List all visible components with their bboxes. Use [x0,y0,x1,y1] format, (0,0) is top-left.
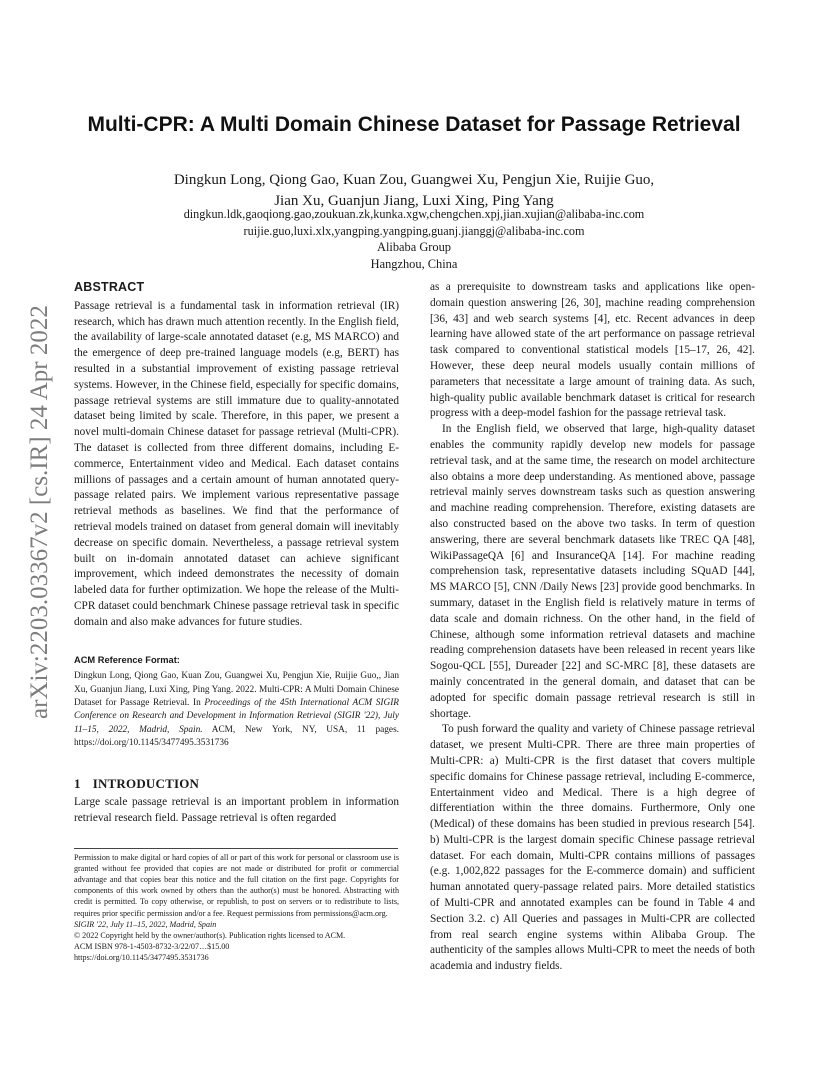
intro-heading [74,776,399,792]
acm-reference-authors: Dingkun Long, Qiong Gao, Kuan Zou, Guangwei Xu, Pengjun Xie, Ruijie Guo,, Jian Xu, Guanjun Jiang, Luxi Xing, Ping Yang. 2022. Multi-CPR: A Multi Domain Chinese Dataset for Passage Retrieval. In [74,671,399,708]
intro-paragraph-1-end: as a prerequisite to downstream tasks and applications like open-domain question answering [26, 30], machine reading comprehension [36, 43] and web search systems [4], etc. Recent advances in deep learning have allowed state of the art performance on passage retrieval task compared to conventional statistical models [15–17, 26, 42]. However, these deep neural models usually contain millions of parameters that necessitate a large amount of training data. As such, high-quality public available benchmark dataset is critical for research progress with a deep-model fashion for the passage retrieval task. [430,281,755,420]
acm-reference-venue: Proceedings of the 45th International ACM SIGIR Conference on Research and Development in Information Retrieval (SIGIR '22), July 11–15, 2022, Madrid, Spain. [74,697,399,735]
intro-paragraph-3: To push forward the quality and variety of Chinese passage retrieval dataset, we present Multi-CPR. There are three main properties of Multi-CPR: a) Multi-CPR is the first dataset that covers multiple specific domains for Chinese passage retrieval, including E-commerce, Entertainment video and Medical. There is a high degree of differentiation within the three domains. Furthermore, Only one (Medical) of these domains has been studied in previous research [54]. b) Multi-CPR is the largest domain specific Chinese passage retrieval dataset. For each domain, Multi-CPR contains millions of passages (e.g. 1,002,822 passages for the E-commerce domain) and sufficient human annotated query-passage related pairs. More detailed statistics of Multi-CPR and annotated examples can be found in Table 4 and Section 3.2. c) All Queries and passages in Multi-CPR are collected from real search engine systems within Alibaba Group. The authenticity of the samples allows Multi-CPR to meet the needs of both academia and industry fields. [430,723,755,973]
section-number: 1 [74,776,81,792]
arxiv-identifier: arXiv:2203.03367v2 [cs.IR] 24 Apr 2022 [26,305,53,719]
left-column [74,280,399,964]
paper-title: Multi-CPR: A Multi Domain Chinese Dataset for Passage Retrieval [87,113,741,136]
abstract-text: Passage retrieval is a fundamental task in information retrieval (IR) research, which has drawn much attention recently. In the English field, the availability of large-scale annotated dataset (e.g, MS MARCO) and the emergence of deep pre-trained language models (e.g, BERT) has resulted in a substantial improvement of existing passage retrieval systems. However, in the Chinese field, especially for specific domains, passage retrieval systems are still immature due to quality-annotated dataset being limited by scale. Therefore, in this paper, we present a novel multi-domain Chinese dataset for passage retrieval (Multi-CPR). The dataset is collected from three different domains, including E-commerce, Entertainment video and Medical. Each dataset contains millions of passages and a certain amount of human annotated query-passage related pairs. We implement various representative passage retrieval methods as baselines. We find that the performance of retrieval models trained on dataset from general domain will inevitably decrease on specific domain. Nevertheless, a passage retrieval system built on in-domain annotated dataset can achieve significant improvement, which indeed demonstrates the necessity of domain labeled data for further optimization. We hope the release of the Multi-CPR dataset could benchmark Chinese passage retrieval task in specific domain and also make advances for future studies. [74,299,399,628]
email-line: ruijie.guo,luxi.xlx,yangping.yangping,guanj.jianggj@alibaba-inc.com [243,223,585,238]
footnote-venue: SIGIR '22, July 11–15, 2022, Madrid, Spain [74,919,217,929]
acm-reference-heading: ACM Reference Format: [74,654,180,665]
footnote-copyright: © 2022 Copyright held by the owner/author(s). Publication rights licensed to ACM. [74,930,346,940]
footnote-isbn: ACM ISBN 978-1-4503-8732-3/22/07…$15.00 [74,942,230,952]
permission-text: Permission to make digital or hard copies of all or part of this work for personal or classroom use is granted without fee provided that copies are not made or distributed for profit or commercial advantage and that copies bear this notice and the full citation on the first page. Copyrights for components of this work owned by others than the author(s) must be honored. Abstracting with credit is permitted. To copy otherwise, or republish, to post on servers or to redistribute to lists, requires prior specific permission and/or a fee. Request permissions from permissions@acm.org. [74,852,399,918]
intro-paragraph-2: In the English field, we observed that large, high-quality dataset enables the community rapidly develop new models for passage retrieval task, and at the same time, the research on model architecture also obtains a more deep understanding. As mentioned above, passage retrieval mainly serves downstream tasks such as question answering and machine reading comprehension. Therefore, existing datasets are also constructed based on the above two tasks. In term of question answering, there are several benchmark datasets like TREC QA [48], WikiPassageQA [6] and InsuranceQA [14]. For machine reading comprehension task, representative datasets including SQuAD [44], MS MARCO [5], CNN /Daily News [23] provide good benchmarks. In summary, dataset in the English field is relatively mature in terms of data scale and domain richness. On the other hand, in the field of Chinese, although some information retrieval datasets and machine reading comprehension datasets have been released in recent years like Sogou-QCL [55], Dureader [22] and SC-MRC [8], these datasets are mainly concentrated in the general domain, and dataset that can be adopted for specific domain passage retrieval research is still in shortage. [430,423,755,720]
author-line: Dingkun Long, Qiong Gao, Kuan Zou, Guangwei Xu, Pengjun Xie, Ruijie Guo, [173,172,655,188]
email-line: dingkun.ldk,gaoqiong.gao,zoukuan.zk,kunka.xgw,chengchen.xpj,jian.xujian@alibaba-inc.com [183,207,645,221]
author-line: Jian Xu, Guanjun Jiang, Luxi Xing, Ping Yang [274,193,554,209]
right-column [430,280,755,975]
acm-reference-tail: ACM, New York, NY, USA, 11 pages. https://doi.org/10.1145/3477495.3531736 [74,724,400,748]
affiliation [74,239,754,273]
acm-reference [74,670,399,750]
section-title: INTRODUCTION [92,776,200,792]
footnote-doi: https://doi.org/10.1145/3477495.3531736 [74,953,209,963]
author-emails [74,206,754,239]
permission-footnote [74,852,399,964]
intro-paragraph-1-start: Large scale passage retrieval is an important problem in information retrieval research field. Passage retrieval is often regarded [74,795,399,824]
abstract-heading: ABSTRACT [74,280,145,294]
affiliation-city: Hangzhou, China [370,257,458,271]
affiliation-org: Alibaba Group [377,240,451,254]
